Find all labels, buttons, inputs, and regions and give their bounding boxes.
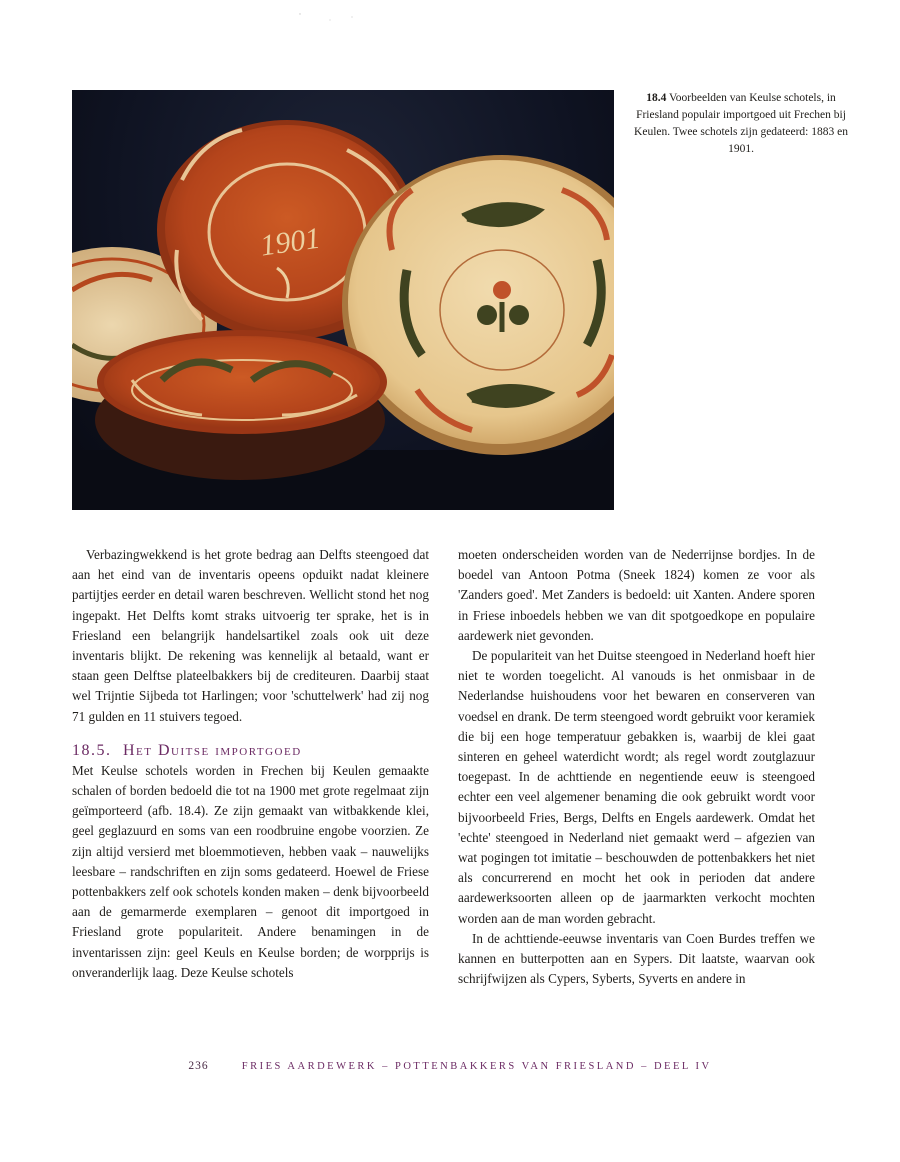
dish-date-1901: 1901	[258, 221, 323, 263]
section-title: Het Duitse importgoed	[123, 741, 302, 759]
page-number: 236	[188, 1060, 209, 1072]
paragraph: Verbazingwekkend is het grote bedrag aan Delfts steengoed dat aan het eind van de inventaris opeens opduikt nadat kleinere partijtjes eerder en detail waren beschreven. Wellicht stond het nog ingepakt. Het Delfts komt straks uitvoerig ter sprake, het is in Friesland een belangrijk handelsartikel zoals ook uit deze inventaris blijkt. De rekening was kennelijk al betaald, want er staan geen Delftse plateelbakkers bij de crediteuren. Daarbij staat wel Trijntie Sijbeda tot Harlingen; voor 'schuttelwerk' had zij nog 71 gulden en 11 stuivers tegoed.	[72, 547, 429, 724]
figure-caption	[634, 90, 848, 158]
section-heading	[72, 741, 429, 761]
paragraph: In de achttiende-eeuwse inventaris van Coen Burdes treffen we kannen en butterpotten aan en Sypers. Dit laatste, waarvan ook schrijfwijzen als Cypers, Syberts, Syverts en andere in	[458, 930, 815, 987]
running-title: FRIES AARDEWERK – POTTENBAKKERS VAN FRIESLAND – DEEL IV	[241, 1061, 712, 1072]
section-number: 18.5.	[72, 741, 112, 759]
paragraph: Met Keulse schotels worden in Frechen bij Keulen gemaakte schalen of borden bedoeld die tot na 1900 met grote regelmaat zijn geïmporteerd (afb. 18.4). Ze zijn gemaakt van witbakkende klei, geel geglazuurd en soms van een roodbruine engobe voorzien. Ze zijn altijd versierd met bloemmotieven, hebben vaak – nauwelijks leesbare – randschriften en zijn soms gedateerd. Hoewel de Friese pottenbakkers zelf ook schotels konden maken – denk bijvoorbeeld aan de gemarmerde exemplaren – genoot dit importgoed in Friesland grote populariteit. Andere benamingen in de inventarissen zijn: geel Keuls en Keulse borden; de worpprijs is onveranderlijk laag. Deze Keulse schotels	[72, 762, 429, 980]
text-column-right	[458, 545, 815, 989]
caption-number: 18.4	[646, 92, 667, 104]
scan-speck	[290, 8, 370, 28]
page-footer	[0, 1060, 900, 1072]
caption-text: Voorbeelden van Keulse schotels, in Friesland populair importgoed uit Frechen bij Keulen. Twee schotels zijn gedateerd: 1883 en 1901.	[634, 92, 848, 155]
dish-red-bowl-front	[95, 330, 387, 480]
paragraph: moeten onderscheiden worden van de Nederrijnse bordjes. In de boedel van Antoon Potma (Sneek 1824) komen ze voor als 'Zanders goed'. Met Zanders is bedoeld: uit Xanten. Andere sporen in Friese inboedels hebben we van dit spotgoedkope en populaire aardewerk niet gevonden.	[458, 547, 815, 643]
paragraph: De populariteit van het Duitse steengoed in Nederland hoeft hier niet te worden toegelicht. Al vanouds is het onmisbaar in de Nederlandse huishoudens voor het bewaren en conserveren van voedsel en drank. De term steengoed wordt gebruikt voor keramiek die bij een hoge temperatuur gebakken is, waarbij de klei gaat sinteren en geheel waterdicht wordt; als regel wordt zoutglazuur toegepast. In de achttiende en negentiende eeuw is steengoed echter een veel algemener benaming die ook gebruikt wordt voor bijvoorbeeld Fries, Bergs, Delfts en Engels aardewerk. Omdat het 'echte' steengoed in Nederland niet gemaakt werd – afgezien van wat pogingen tot imitatie – beschouwden de pottenbakkers het niet als concurrerend en mocht het ook in perioden dat andere aardewerksoorten alleen op de jaarmarkten verkocht mochten worden aan de man worden gebracht.	[458, 648, 815, 926]
dishes-illustration	[72, 90, 614, 510]
figure-photo-keulse-schotels	[72, 90, 614, 510]
text-column-left	[72, 545, 429, 983]
